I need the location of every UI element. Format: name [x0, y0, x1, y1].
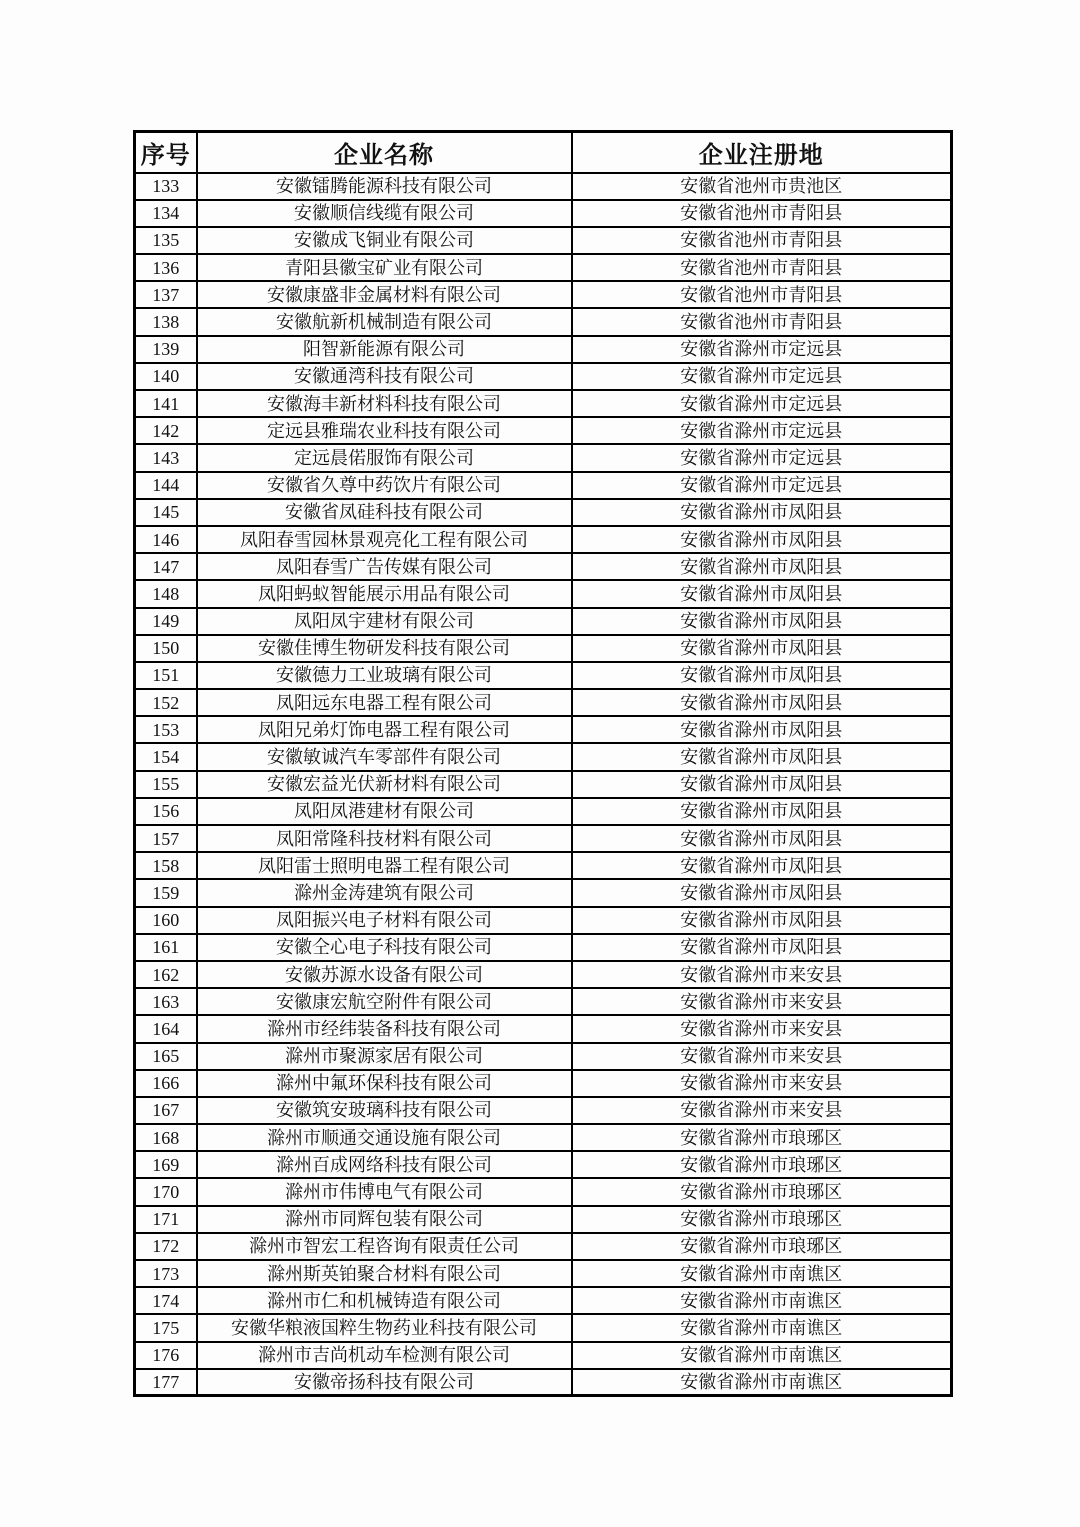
table-row: [135, 1015, 952, 1042]
company-name-cell: 安徽华粮液国粹生物药业科技有限公司: [197, 1314, 572, 1341]
row-index-cell: 171: [135, 1206, 197, 1233]
row-index-cell: 143: [135, 444, 197, 471]
registration-cell: 安徽省滁州市来安县: [572, 961, 952, 988]
registration-cell: 安徽省滁州市定远县: [572, 444, 952, 471]
company-name-cell: 凤阳远东电器工程有限公司: [197, 689, 572, 716]
row-index-cell: 147: [135, 553, 197, 580]
registration-cell: 安徽省滁州市凤阳县: [572, 879, 952, 906]
row-index-cell: 148: [135, 580, 197, 607]
table-row: [135, 254, 952, 281]
row-index-cell: 134: [135, 200, 197, 227]
company-name-cell: 定远晨偌服饰有限公司: [197, 444, 572, 471]
table-row: [135, 499, 952, 526]
row-index-cell: 137: [135, 281, 197, 308]
company-name-cell: 定远县雅瑞农业科技有限公司: [197, 417, 572, 444]
row-index-cell: 165: [135, 1043, 197, 1070]
table-row: [135, 1260, 952, 1287]
row-index-cell: 168: [135, 1124, 197, 1151]
table-row: [135, 1178, 952, 1205]
registration-cell: 安徽省滁州市凤阳县: [572, 798, 952, 825]
registration-cell: 安徽省滁州市南谯区: [572, 1260, 952, 1287]
company-name-cell: 滁州市顺通交通设施有限公司: [197, 1124, 572, 1151]
company-name-cell: 滁州市经纬装备科技有限公司: [197, 1015, 572, 1042]
table-row: [135, 173, 952, 200]
table-row: [135, 336, 952, 363]
row-index-cell: 151: [135, 662, 197, 689]
table-row: [135, 580, 952, 607]
registration-cell: 安徽省滁州市凤阳县: [572, 662, 952, 689]
registration-cell: 安徽省滁州市琅琊区: [572, 1233, 952, 1260]
company-name-cell: 安徽航新机械制造有限公司: [197, 308, 572, 335]
company-name-cell: 滁州金涛建筑有限公司: [197, 879, 572, 906]
row-index-cell: 170: [135, 1178, 197, 1205]
registration-cell: 安徽省滁州市南谯区: [572, 1314, 952, 1341]
company-name-cell: 阳智新能源有限公司: [197, 336, 572, 363]
company-name-cell: 安徽佳博生物研发科技有限公司: [197, 635, 572, 662]
company-name-cell: 安徽海丰新材料科技有限公司: [197, 390, 572, 417]
company-name-cell: 安徽镭腾能源科技有限公司: [197, 173, 572, 200]
row-index-cell: 154: [135, 743, 197, 770]
table-row: [135, 852, 952, 879]
registration-cell: 安徽省池州市贵池区: [572, 173, 952, 200]
table-row: [135, 635, 952, 662]
registration-cell: 安徽省滁州市凤阳县: [572, 852, 952, 879]
company-name-cell: 滁州百成网络科技有限公司: [197, 1151, 572, 1178]
row-index-cell: 161: [135, 934, 197, 961]
company-name-cell: 滁州市吉尚机动车检测有限公司: [197, 1342, 572, 1369]
company-name-cell: 凤阳春雪广告传媒有限公司: [197, 553, 572, 580]
company-name-cell: 滁州市伟博电气有限公司: [197, 1178, 572, 1205]
row-index-cell: 155: [135, 771, 197, 798]
table-row: [135, 689, 952, 716]
table-row: [135, 1206, 952, 1233]
company-name-cell: 安徽成飞铜业有限公司: [197, 227, 572, 254]
company-name-cell: 凤阳凤宇建材有限公司: [197, 608, 572, 635]
table-body: [135, 173, 952, 1396]
table-row: [135, 308, 952, 335]
registration-cell: 安徽省滁州市定远县: [572, 472, 952, 499]
company-name-cell: 凤阳振兴电子材料有限公司: [197, 907, 572, 934]
registration-cell: 安徽省滁州市凤阳县: [572, 689, 952, 716]
row-index-cell: 152: [135, 689, 197, 716]
company-name-cell: 安徽宏益光伏新材料有限公司: [197, 771, 572, 798]
table-row: [135, 444, 952, 471]
table-row: [135, 1287, 952, 1314]
row-index-cell: 145: [135, 499, 197, 526]
registration-cell: 安徽省池州市青阳县: [572, 281, 952, 308]
company-name-cell: 凤阳雷士照明电器工程有限公司: [197, 852, 572, 879]
row-index-cell: 174: [135, 1287, 197, 1314]
row-index-cell: 136: [135, 254, 197, 281]
row-index-cell: 140: [135, 363, 197, 390]
row-index-cell: 177: [135, 1369, 197, 1396]
header-serial-number: 序号: [135, 132, 197, 173]
registration-cell: 安徽省滁州市来安县: [572, 1097, 952, 1124]
registration-cell: 安徽省滁州市凤阳县: [572, 743, 952, 770]
table-row: [135, 553, 952, 580]
company-name-cell: 凤阳兄弟灯饰电器工程有限公司: [197, 716, 572, 743]
registration-cell: 安徽省滁州市凤阳县: [572, 553, 952, 580]
row-index-cell: 153: [135, 716, 197, 743]
company-name-cell: 凤阳常隆科技材料有限公司: [197, 825, 572, 852]
table-row: [135, 825, 952, 852]
row-index-cell: 156: [135, 798, 197, 825]
registration-cell: 安徽省池州市青阳县: [572, 254, 952, 281]
company-name-cell: 滁州中氟环保科技有限公司: [197, 1070, 572, 1097]
row-index-cell: 169: [135, 1151, 197, 1178]
registration-cell: 安徽省滁州市南谯区: [572, 1287, 952, 1314]
table-row: [135, 879, 952, 906]
company-name-cell: 凤阳春雪园林景观亮化工程有限公司: [197, 526, 572, 553]
table-row: [135, 1097, 952, 1124]
row-index-cell: 144: [135, 472, 197, 499]
table-row: [135, 771, 952, 798]
company-name-cell: 安徽仝心电子科技有限公司: [197, 934, 572, 961]
row-index-cell: 157: [135, 825, 197, 852]
registration-cell: 安徽省滁州市定远县: [572, 363, 952, 390]
company-name-cell: 安徽康宏航空附件有限公司: [197, 988, 572, 1015]
row-index-cell: 138: [135, 308, 197, 335]
table-row: [135, 1342, 952, 1369]
company-name-cell: 安徽省凤硅科技有限公司: [197, 499, 572, 526]
company-name-cell: 滁州市仁和机械铸造有限公司: [197, 1287, 572, 1314]
registration-cell: 安徽省滁州市琅琊区: [572, 1178, 952, 1205]
row-index-cell: 149: [135, 608, 197, 635]
registration-cell: 安徽省滁州市来安县: [572, 988, 952, 1015]
row-index-cell: 176: [135, 1342, 197, 1369]
company-registry-table: [133, 130, 953, 1397]
table-row: [135, 798, 952, 825]
row-index-cell: 175: [135, 1314, 197, 1341]
company-name-cell: 安徽省久尊中药饮片有限公司: [197, 472, 572, 499]
table-row: [135, 227, 952, 254]
table-row: [135, 716, 952, 743]
header-row: [135, 132, 952, 173]
table-row: [135, 907, 952, 934]
table-row: [135, 1233, 952, 1260]
registration-cell: 安徽省池州市青阳县: [572, 227, 952, 254]
row-index-cell: 173: [135, 1260, 197, 1287]
registration-cell: 安徽省滁州市凤阳县: [572, 608, 952, 635]
company-name-cell: 安徽筑安玻璃科技有限公司: [197, 1097, 572, 1124]
registration-cell: 安徽省滁州市凤阳县: [572, 716, 952, 743]
table-row: [135, 1369, 952, 1396]
registration-cell: 安徽省滁州市凤阳县: [572, 499, 952, 526]
row-index-cell: 167: [135, 1097, 197, 1124]
table-header: [135, 132, 952, 173]
registration-cell: 安徽省滁州市凤阳县: [572, 635, 952, 662]
registration-cell: 安徽省滁州市定远县: [572, 336, 952, 363]
table-row: [135, 1043, 952, 1070]
company-name-cell: 安徽康盛非金属材料有限公司: [197, 281, 572, 308]
table-row: [135, 200, 952, 227]
row-index-cell: 164: [135, 1015, 197, 1042]
row-index-cell: 142: [135, 417, 197, 444]
company-name-cell: 滁州市聚源家居有限公司: [197, 1043, 572, 1070]
row-index-cell: 139: [135, 336, 197, 363]
registration-cell: 安徽省滁州市琅琊区: [572, 1151, 952, 1178]
registration-cell: 安徽省滁州市凤阳县: [572, 825, 952, 852]
table-row: [135, 743, 952, 770]
company-name-cell: 滁州市同辉包装有限公司: [197, 1206, 572, 1233]
table-row: [135, 417, 952, 444]
row-index-cell: 133: [135, 173, 197, 200]
row-index-cell: 163: [135, 988, 197, 1015]
row-index-cell: 159: [135, 879, 197, 906]
company-name-cell: 滁州市智宏工程咨询有限责任公司: [197, 1233, 572, 1260]
company-name-cell: 安徽通湾科技有限公司: [197, 363, 572, 390]
company-name-cell: 滁州斯英铂聚合材料有限公司: [197, 1260, 572, 1287]
table-row: [135, 472, 952, 499]
table-row: [135, 961, 952, 988]
table-row: [135, 281, 952, 308]
table-row: [135, 608, 952, 635]
row-index-cell: 172: [135, 1233, 197, 1260]
header-company-name: 企业名称: [197, 132, 572, 173]
registration-cell: 安徽省滁州市琅琊区: [572, 1206, 952, 1233]
company-name-cell: 凤阳凤港建材有限公司: [197, 798, 572, 825]
registration-cell: 安徽省滁州市凤阳县: [572, 934, 952, 961]
table-row: [135, 1151, 952, 1178]
row-index-cell: 162: [135, 961, 197, 988]
company-name-cell: 凤阳蚂蚁智能展示用品有限公司: [197, 580, 572, 607]
row-index-cell: 158: [135, 852, 197, 879]
registration-cell: 安徽省滁州市来安县: [572, 1015, 952, 1042]
registration-cell: 安徽省滁州市来安县: [572, 1070, 952, 1097]
registration-cell: 安徽省池州市青阳县: [572, 200, 952, 227]
company-name-cell: 安徽顺信线缆有限公司: [197, 200, 572, 227]
table-row: [135, 1124, 952, 1151]
registration-cell: 安徽省滁州市凤阳县: [572, 526, 952, 553]
registration-cell: 安徽省滁州市琅琊区: [572, 1124, 952, 1151]
registration-cell: 安徽省滁州市南谯区: [572, 1342, 952, 1369]
header-registration-place: 企业注册地: [572, 132, 952, 173]
company-name-cell: 青阳县徽宝矿业有限公司: [197, 254, 572, 281]
row-index-cell: 150: [135, 635, 197, 662]
row-index-cell: 146: [135, 526, 197, 553]
company-name-cell: 安徽苏源水设备有限公司: [197, 961, 572, 988]
registration-cell: 安徽省滁州市南谯区: [572, 1369, 952, 1396]
table-row: [135, 1314, 952, 1341]
registration-cell: 安徽省滁州市凤阳县: [572, 580, 952, 607]
company-name-cell: 安徽敏诚汽车零部件有限公司: [197, 743, 572, 770]
table-row: [135, 934, 952, 961]
table-row: [135, 662, 952, 689]
row-index-cell: 166: [135, 1070, 197, 1097]
company-name-cell: 安徽德力工业玻璃有限公司: [197, 662, 572, 689]
registration-cell: 安徽省滁州市来安县: [572, 1043, 952, 1070]
registration-cell: 安徽省池州市青阳县: [572, 308, 952, 335]
table-row: [135, 526, 952, 553]
table-row: [135, 390, 952, 417]
table-row: [135, 988, 952, 1015]
registration-cell: 安徽省滁州市定远县: [572, 390, 952, 417]
row-index-cell: 135: [135, 227, 197, 254]
registration-cell: 安徽省滁州市凤阳县: [572, 771, 952, 798]
table-row: [135, 363, 952, 390]
registration-cell: 安徽省滁州市定远县: [572, 417, 952, 444]
row-index-cell: 141: [135, 390, 197, 417]
registration-cell: 安徽省滁州市凤阳县: [572, 907, 952, 934]
company-name-cell: 安徽帝扬科技有限公司: [197, 1369, 572, 1396]
row-index-cell: 160: [135, 907, 197, 934]
table-row: [135, 1070, 952, 1097]
